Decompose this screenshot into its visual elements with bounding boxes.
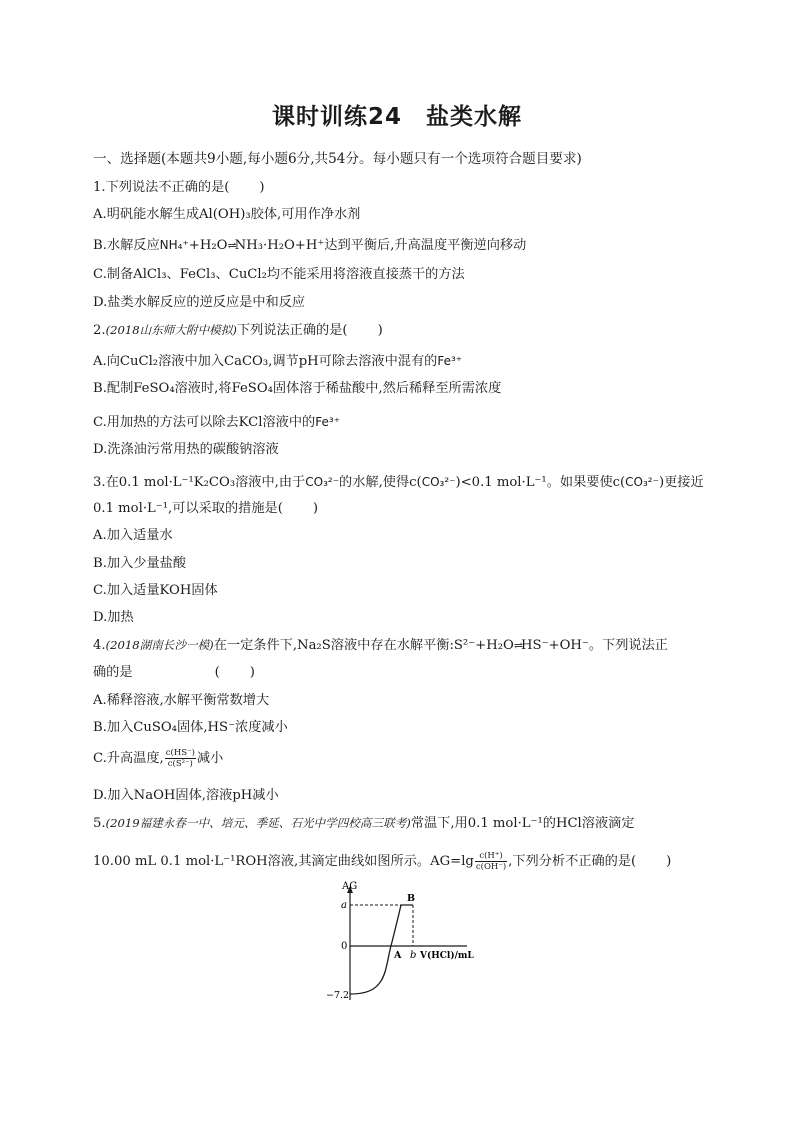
question-3-stem-line-1: 3.在0.1 mol·L⁻¹K₂CO₃溶液中,由于CO₃²⁻的水解,使得c(CO₃²⁻)<0.1 mol·L⁻¹。如果要使c(CO₃²⁻)更接近 bbox=[93, 475, 704, 490]
question-3-stem-line-2: 0.1 mol·L⁻¹,可以采取的措施是( ) bbox=[93, 501, 319, 516]
question-1-stem: 1.下列说法不正确的是( ) bbox=[93, 180, 265, 195]
point-label-a: A bbox=[394, 950, 402, 961]
y-axis-label: AG bbox=[342, 881, 358, 892]
question-3-option-b: B.加入少量盐酸 bbox=[93, 556, 187, 571]
question-5-stem-line-2: 10.00 mL 0.1 mol·L⁻¹ROH溶液,其滴定曲线如图所示。AG=lg $\frac{c(H^+)}{c(OH^-)}$ ,下列分析不正确的是( ) bbox=[93, 851, 672, 872]
equilibrium-arrow-icon: ⇌ bbox=[513, 639, 522, 652]
question-4-option-a: A.稀释溶液,水解平衡常数增大 bbox=[93, 693, 270, 708]
carbonate-ion: CO₃²⁻ bbox=[421, 475, 456, 489]
tick-label-zero: 0 bbox=[341, 941, 348, 952]
question-4-option-c: C.升高温度, $\frac{c(HS^-)}{\text{c(S²⁻)}}$ 减小 bbox=[93, 748, 224, 769]
question-2-source: (2018山东师大附中模拟) bbox=[105, 323, 237, 337]
point-label-b: B bbox=[407, 893, 416, 904]
concentration-ratio: $\frac{c(HS^-)}{\text{c(S²⁻)}}$ bbox=[165, 748, 195, 769]
question-3-option-c: C.加入适量KOH固体 bbox=[93, 583, 218, 598]
section-heading: 一、选择题(本题共9小题,每小题6分,共54分。每小题只有一个选项符合题目要求) bbox=[93, 151, 582, 167]
equilibrium-arrow-icon: ⇌ bbox=[227, 239, 235, 252]
question-2-option-a: A.向CuCl₂溶液中加入CaCO₃,调节pH可除去溶液中混有的Fe³⁺ bbox=[93, 354, 463, 369]
question-1-option-b: B.水解反应NH₄⁺+H₂O⇌NH₃·H₂O+H⁺达到平衡后,升高温度平衡逆向移动 bbox=[93, 238, 527, 253]
question-1-option-c: C.制备AlCl₃、FeCl₃、CuCl₂均不能采用将溶液直接蒸干的方法 bbox=[93, 267, 465, 282]
question-5-source: (2019福建永春一中、培元、季延、石光中学四校高三联考) bbox=[105, 816, 411, 830]
question-2-stem: 2.(2018山东师大附中模拟)下列说法正确的是( ) bbox=[93, 323, 383, 338]
question-2-option-c: C.用加热的方法可以除去KCl溶液中的Fe³⁺ bbox=[93, 415, 341, 430]
ammonium-ion: NH₄⁺ bbox=[159, 238, 189, 252]
question-4-option-d: D.加入NaOH固体,溶液pH减小 bbox=[93, 788, 279, 803]
question-4-option-b: B.加入CuSO₄固体,HS⁻浓度减小 bbox=[93, 720, 288, 735]
question-1-option-d: D.盐类水解反应的逆反应是中和反应 bbox=[93, 295, 306, 310]
question-4-stem-line-2: 确的是 ( ) bbox=[93, 665, 255, 680]
tick-label-a: a bbox=[341, 900, 347, 911]
titration-curve-figure bbox=[322, 880, 482, 1005]
titration-curve bbox=[350, 905, 413, 994]
carbonate-ion: CO₃²⁻ bbox=[305, 475, 340, 489]
question-4-source: (2018湖南长沙一模) bbox=[105, 638, 214, 652]
page-title: 课时训练24 盐类水解 bbox=[271, 104, 522, 130]
question-2-option-b: B.配制FeSO₄溶液时,将FeSO₄固体溶于稀盐酸中,然后稀释至所需浓度 bbox=[93, 381, 502, 396]
question-5-stem-line-1: 5.(2019福建永春一中、培元、季延、石光中学四校高三联考)常温下,用0.1 mol·L⁻¹的HCl溶液滴定 bbox=[93, 816, 635, 831]
question-3-option-d: D.加热 bbox=[93, 610, 134, 625]
question-3-option-a: A.加入适量水 bbox=[93, 528, 173, 543]
iron-ion: Fe³⁺ bbox=[315, 415, 341, 429]
question-4-stem-line-1: 4.(2018湖南长沙一模)在一定条件下,Na₂S溶液中存在水解平衡:S²⁻+H₂O⇌HS⁻+OH⁻。下列说法正 bbox=[93, 638, 668, 653]
iron-ion: Fe³⁺ bbox=[437, 354, 463, 368]
ag-ratio: $\frac{c(H^+)}{c(OH^-)}$ bbox=[475, 851, 507, 872]
tick-label-b: b bbox=[410, 950, 417, 961]
question-2-option-d: D.洗涤油污常用热的碳酸钠溶液 bbox=[93, 442, 279, 457]
carbonate-ion: CO₃²⁻ bbox=[625, 475, 659, 489]
x-axis-label: V(HCl)/mL bbox=[420, 951, 474, 961]
question-1-option-a: A.明矾能水解生成Al(OH)₃胶体,可用作净水剂 bbox=[93, 207, 361, 222]
tick-label-neg: −7.2 bbox=[326, 990, 350, 1001]
